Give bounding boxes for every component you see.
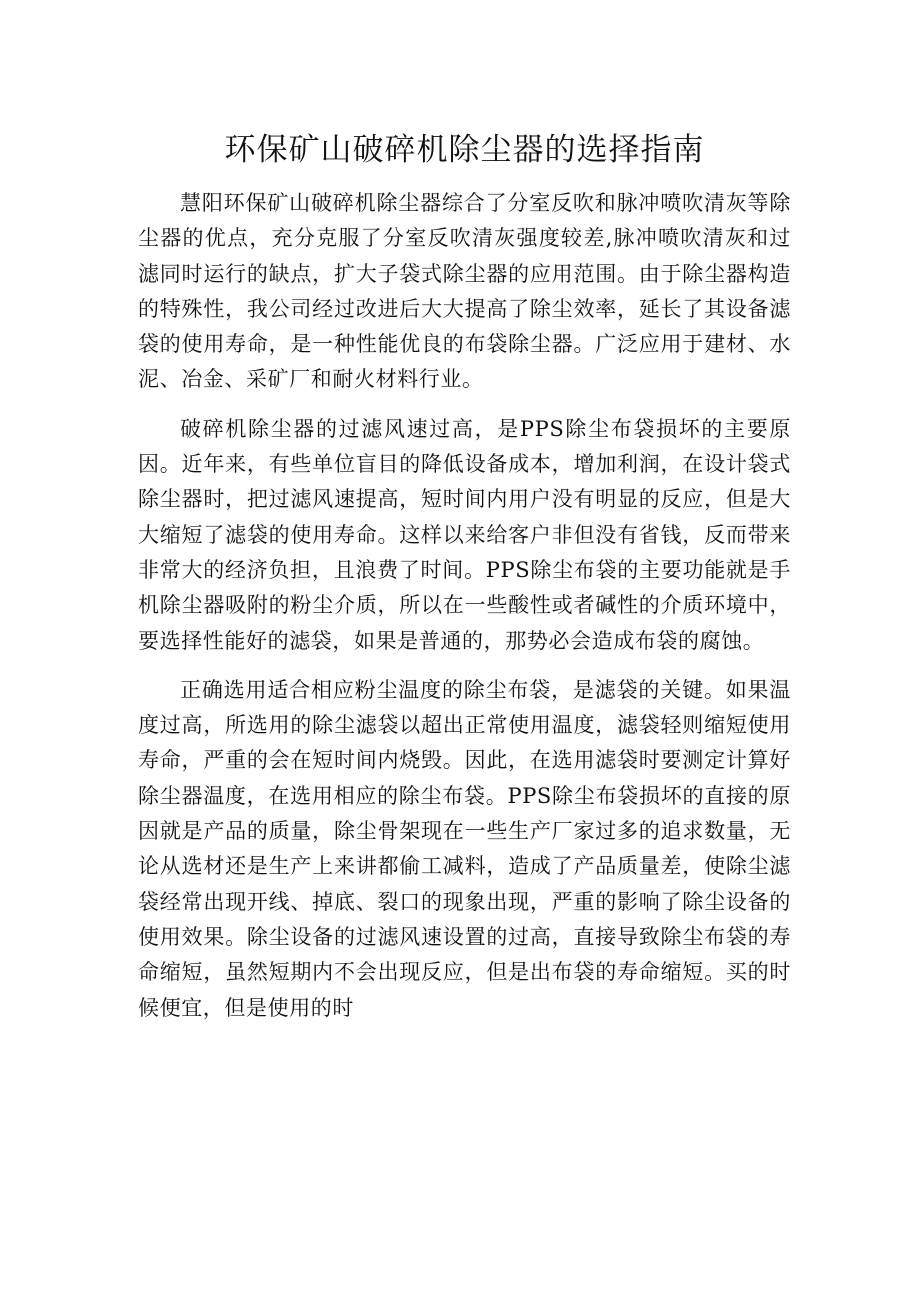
paragraph-1: 慧阳环保矿山破碎机除尘器综合了分室反吹和脉冲喷吹清灰等除尘器的优点，充分克服了分室反吹清灰强度较差,脉冲喷吹清灰和过滤同时运行的缺点，扩大子袋式除尘器的应用范围。由于除尘器构造的特殊性，我公司经过改进后大大提高了除尘效率，延长了其设备滤袋的使用寿命，是一种性能优良的布袋除尘器。广泛应用于建材、水泥、冶金、采矿厂和耐火材料行业。 xyxy=(138,191,791,392)
paragraph-3: 正确选用适合相应粉尘温度的除尘布袋，是滤袋的关键。如果温度过高，所选用的除尘滤袋以超出正常使用温度，滤袋轻则缩短使用寿命，严重的会在短时间内烧毁。因此，在选用滤袋时要测定计算好除尘器温度，在选用相应的除尘布袋。PPS除尘布袋损坏的直接的原因就是产品的质量，除尘骨架现在一些生产厂家过多的追求数量，无论从选材还是生产上来讲都偷工减料，造成了产品质量差，使除尘滤袋经常出现开线、掉底、裂口的现象出现，严重的影响了除尘设备的使用效果。除尘设备的过滤风速设置的过高，直接导致除尘布袋的寿命缩短，虽然短期内不会出现反应，但是出布袋的寿命缩短。买的时候便宜，但是使用的时 xyxy=(138,677,791,1020)
document-title: 环保矿山破碎机除尘器的选择指南 xyxy=(224,132,705,168)
document-page xyxy=(138,0,791,1026)
paragraph-2: 破碎机除尘器的过滤风速过高，是PPS除尘布袋损坏的主要原因。近年来，有些单位盲目的降低设备成本，增加利润，在设计袋式除尘器时，把过滤风速提高，短时间内用户没有明显的反应，但是大大缩短了滤袋的使用寿命。这样以来给客户非但没有省钱，反而带来非常大的经济负担，且浪费了时间。PPS除尘布袋的主要功能就是手机除尘器吸附的粉尘介质，所以在一些酸性或者碱性的介质环境中，要选择性能好的滤袋，如果是普通的，那势必会造成布袋的腐蚀。 xyxy=(138,416,791,653)
